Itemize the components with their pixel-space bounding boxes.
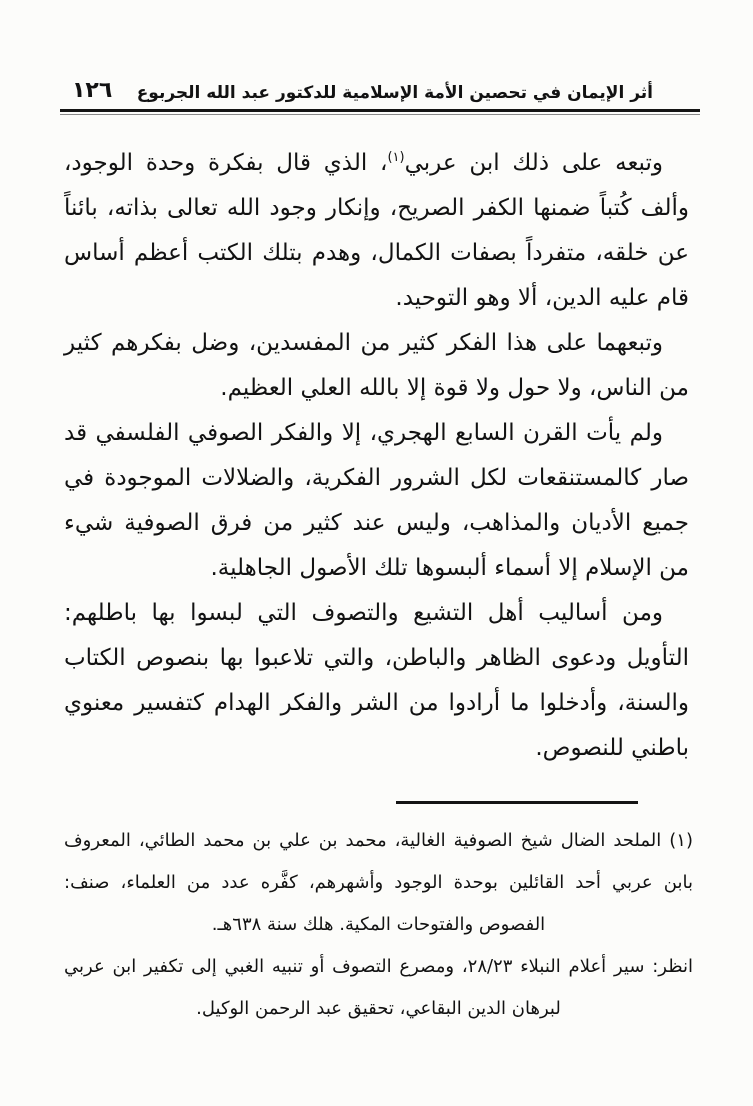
body-paragraph-3: ولم يأت القرن السابع الهجري، إلا والفكر الصوفي الفلسفي قد صار كالمستنقعات لكل الشرور الفكرية، والضلالات الموجودة في جميع الأديان والمذاهب، وليس عند كثير من فرق الصوفية شيء من الإسلام إلا أسماء ألبسوها تلك الأصول الجاهلية. xyxy=(64,420,689,581)
footnote-number: (١) xyxy=(669,830,693,851)
paragraph-text: ، الذي قال بفكرة وحدة الوجود، وألف كُتباً ضمنها الكفر الصريح، وإنكار وجود الله تعالى بذاته، بائناً عن خلقه، متفرداً بصفات الكمال، وهدم بتلك الكتب أعظم أساس قام عليه الدين، ألا وهو التوحيد. xyxy=(64,150,689,311)
book-title: أثر الإيمان في تحصين الأمة الإسلامية للدكتور عبد الله الجربوع xyxy=(136,83,653,103)
body-text xyxy=(64,141,689,771)
body-paragraph-1 xyxy=(64,141,689,321)
header-rule xyxy=(60,109,700,115)
page-number: ١٢٦ xyxy=(72,78,113,103)
footnote-block xyxy=(64,820,693,1030)
footnote-reference-marker: (١) xyxy=(387,150,405,165)
paragraph-text: وتبعه على ذلك ابن عربي xyxy=(404,150,663,176)
footnote-separator xyxy=(396,801,638,804)
body-paragraph-2: وتبعهما على هذا الفكر كثير من المفسدين، وضل بفكرهم كثير من الناس، ولا حول ولا قوة إلا بالله العلي العظيم. xyxy=(64,330,689,401)
footnote-text: الملحد الضال شيخ الصوفية الغالية، محمد بن علي بن محمد الطائي، المعروف بابن عربي أحد القائلين بوحدة الوجود وأشهرهم، كفَّره عدد من العلماء، صنف: الفصوص والفتوحات المكية. هلك سنة ٦٣٨هـ. xyxy=(64,830,693,935)
body-paragraph-4: ومن أساليب أهل التشيع والتصوف التي لبسوا بها باطلهم: التأويل ودعوى الظاهر والباطن، والتي تلاعبوا بها بنصوص الكتاب والسنة، وأدخلوا ما أرادوا من الشر والفكر الهدام كتفسير معنوي باطني للنصوص. xyxy=(64,600,689,761)
footnote-1 xyxy=(64,820,693,946)
page-header xyxy=(72,78,653,103)
footnote-2: انظر: سير أعلام النبلاء ٢٨/٢٣، ومصرع التصوف أو تنبيه الغبي إلى تكفير ابن عربي لبرهان الدين البقاعي، تحقيق عبد الرحمن الوكيل. xyxy=(64,956,693,1019)
